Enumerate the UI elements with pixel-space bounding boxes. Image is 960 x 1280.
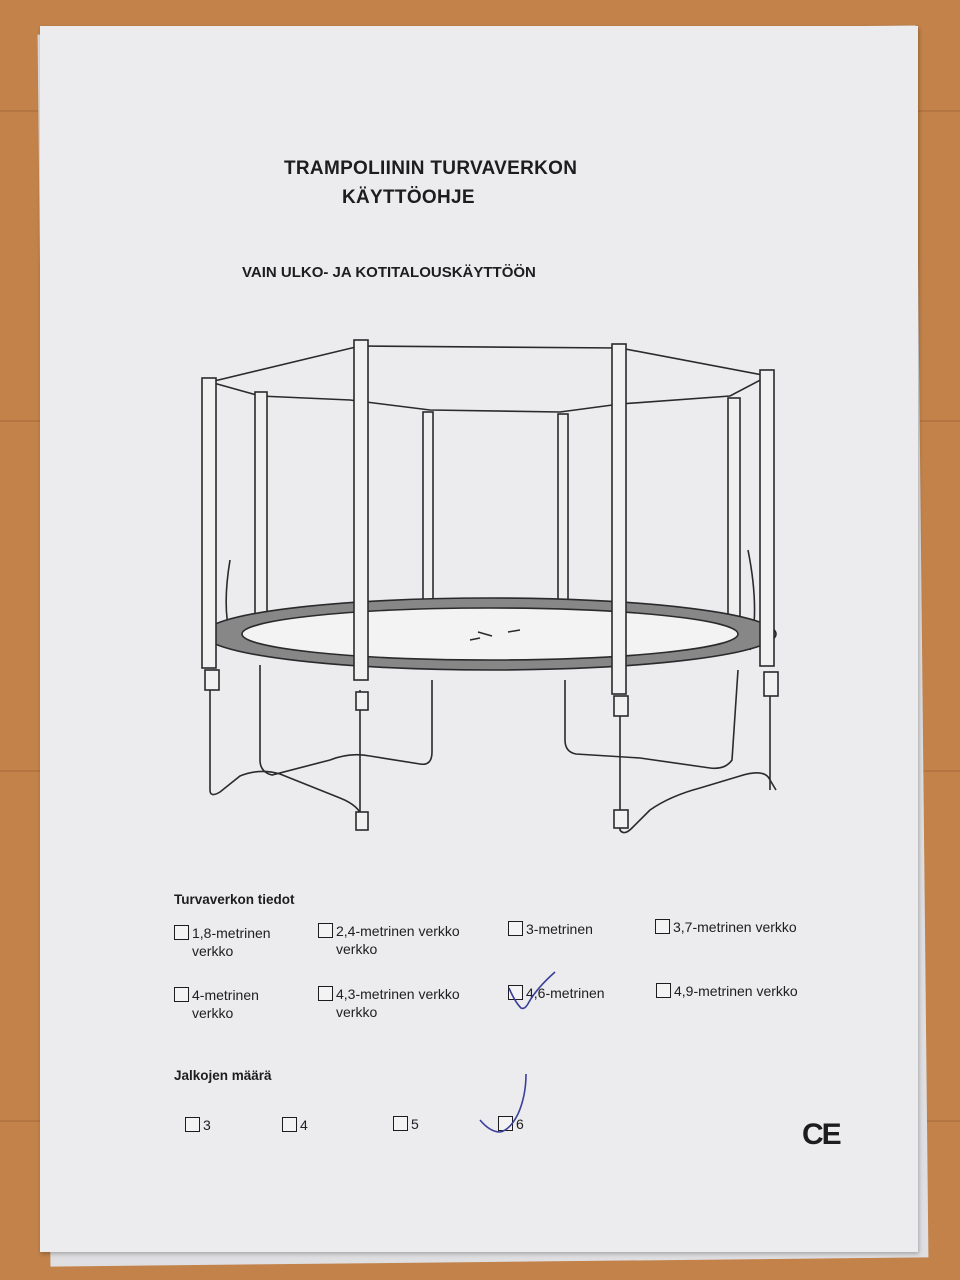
checkmark-icon	[476, 1070, 536, 1140]
document-title: TRAMPOLIININ TURVAVERKON	[284, 158, 578, 179]
option-label: 4,9-metrinen verkko	[674, 983, 798, 999]
checkbox[interactable]	[282, 1117, 297, 1132]
option-label: 4,3-metrinen verkko verkko	[336, 986, 460, 1020]
legs-heading: Jalkojen määrä	[174, 1068, 272, 1083]
option-label: 4-metrinen verkko	[192, 987, 259, 1021]
option-label: 2,4-metrinen verkko verkko	[336, 923, 460, 957]
option-net-1-8m[interactable]	[174, 924, 287, 960]
option-net-4-9m[interactable]	[656, 982, 798, 1000]
option-net-3m[interactable]	[508, 920, 593, 938]
option-net-4-3m[interactable]	[318, 985, 476, 1021]
option-label: 3,7-metrinen verkko	[673, 919, 797, 935]
checkbox[interactable]	[174, 925, 189, 940]
option-net-4m[interactable]	[174, 986, 272, 1022]
trampoline-illustration	[180, 320, 810, 850]
option-label: 6	[516, 1116, 524, 1132]
checkbox[interactable]	[174, 987, 189, 1002]
option-legs-3[interactable]	[185, 1116, 211, 1134]
checkbox[interactable]	[318, 923, 333, 938]
option-legs-4[interactable]	[282, 1116, 308, 1134]
option-label: 1,8-metrinen verkko	[192, 925, 271, 959]
net-info-heading: Turvaverkon tiedot	[174, 892, 295, 907]
checkbox[interactable]	[655, 919, 670, 934]
checkbox[interactable]	[508, 921, 523, 936]
checkbox[interactable]	[393, 1116, 408, 1131]
option-net-2-4m[interactable]	[318, 922, 476, 958]
ce-mark: CE	[802, 1118, 840, 1151]
checkmark-icon	[503, 966, 563, 1016]
checkbox[interactable]	[318, 986, 333, 1001]
option-label: 3-metrinen	[526, 921, 593, 937]
document-title-line2: KÄYTTÖOHJE	[342, 187, 475, 208]
option-label: 3	[203, 1117, 211, 1133]
checkbox[interactable]	[185, 1117, 200, 1132]
option-legs-5[interactable]	[393, 1115, 419, 1133]
checkbox[interactable]	[656, 983, 671, 998]
usage-subtitle: VAIN ULKO- JA KOTITALOUSKÄYTTÖÖN	[242, 264, 536, 281]
option-net-3-7m[interactable]	[655, 918, 797, 936]
option-label: 4	[300, 1117, 308, 1133]
option-label: 4,6-metrinen	[526, 985, 605, 1001]
option-label: 5	[411, 1116, 419, 1132]
